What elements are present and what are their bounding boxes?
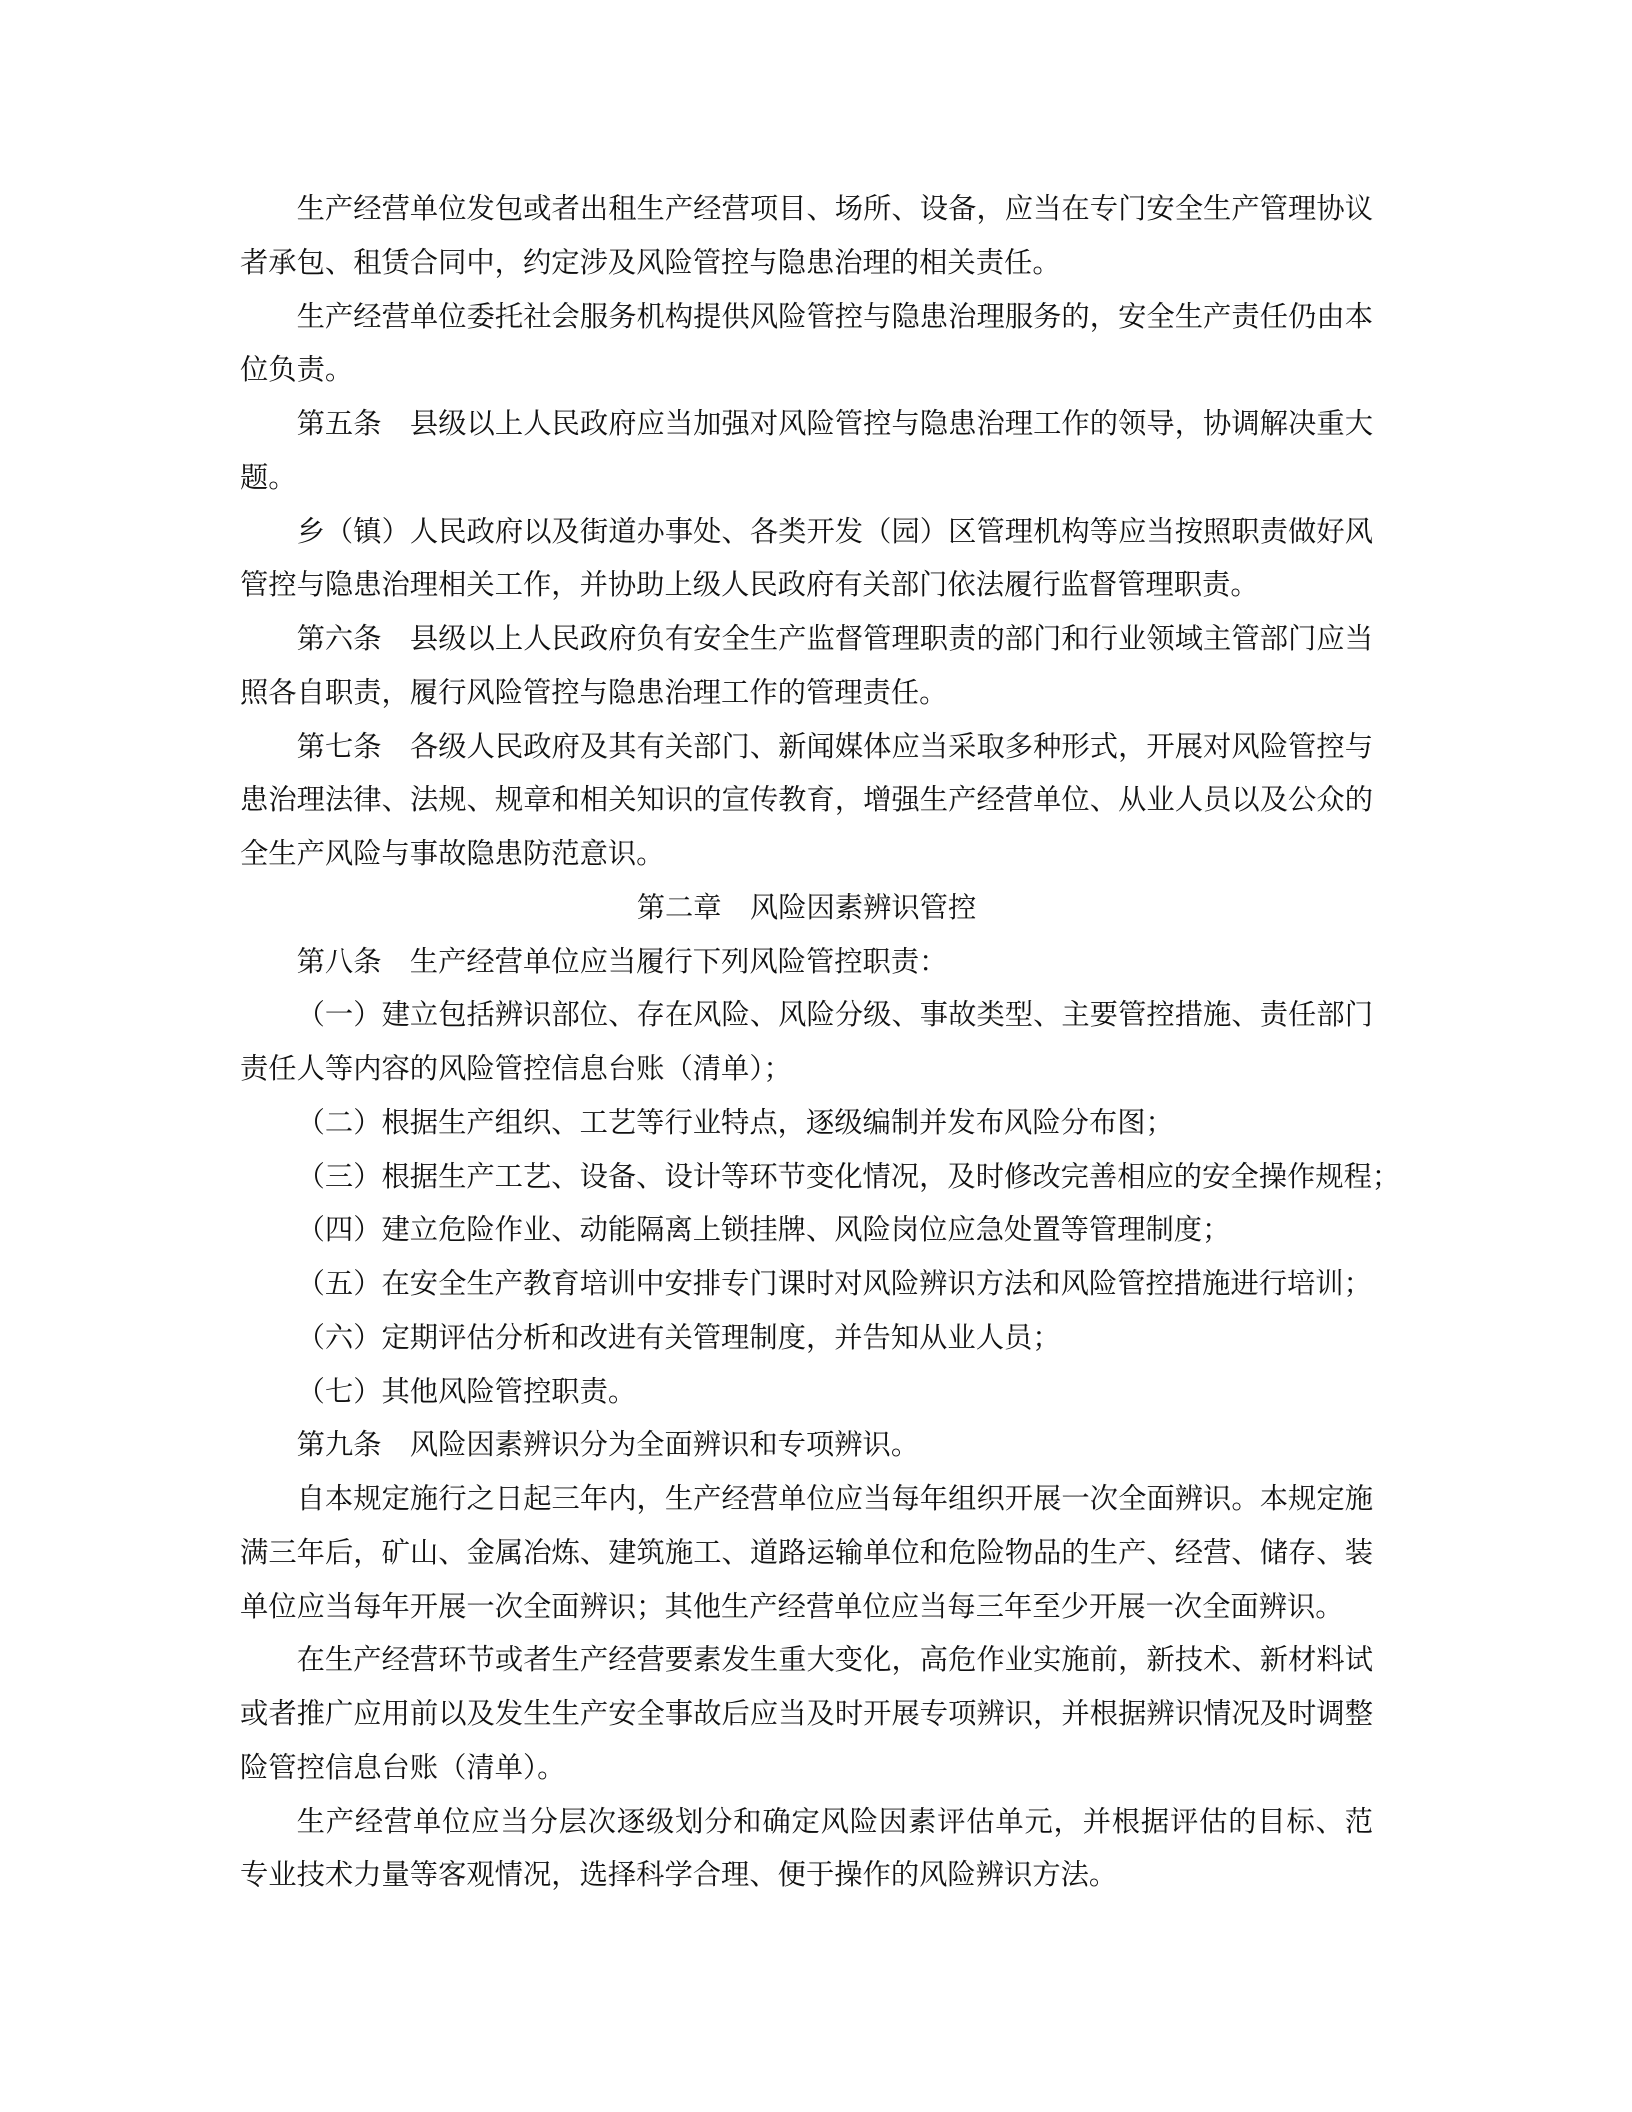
- list-item: [240, 1257, 1373, 1311]
- text-line: （二）根据生产组织、工艺等行业特点，逐级编制并发布风险分布图；: [296, 1105, 1174, 1139]
- text-line: （四）建立危险作业、动能隔离上锁挂牌、风险岗位应急处置等管理制度；: [296, 1213, 1231, 1247]
- text-line: 题。: [240, 460, 297, 494]
- paragraph: [240, 1795, 1373, 1903]
- text-line: 生产经营单位应当分层次逐级划分和确定风险因素评估单元，并根据评估的目标、范: [296, 1804, 1373, 1838]
- article-paragraph: [240, 1418, 1373, 1472]
- paragraph: [240, 505, 1373, 613]
- text-line: 者承包、租赁合同中，约定涉及风险管控与隐患治理的相关责任。: [240, 245, 1061, 279]
- text-line: 管控与隐患治理相关工作，并协助上级人民政府有关部门依法履行监督管理职责。: [240, 568, 1259, 602]
- document-page: [240, 182, 1401, 1902]
- article-paragraph: [240, 612, 1373, 720]
- text-line: 第五条 县级以上人民政府应当加强对风险管控与隐患治理工作的领导，协调解决重大: [296, 407, 1373, 440]
- article-paragraph: [240, 935, 1373, 989]
- list-item: [240, 1096, 1373, 1150]
- text-line: （七）其他风险管控职责。: [296, 1374, 637, 1408]
- text-line: 责任人等内容的风险管控信息台账（清单）；: [240, 1052, 792, 1085]
- text-line: （六）定期评估分析和改进有关管理制度，并告知从业人员；: [296, 1320, 1061, 1354]
- list-item: [240, 1311, 1373, 1365]
- text-line: 险管控信息台账（清单）。: [240, 1750, 566, 1784]
- paragraph: [240, 290, 1373, 398]
- text-line: 乡（镇）人民政府以及街道办事处、各类开发（园）区管理机构等应当按照职责做好风: [296, 514, 1373, 548]
- paragraph: [240, 1633, 1373, 1794]
- text-line: 全生产风险与事故隐患防范意识。: [240, 837, 665, 870]
- text-line: 第六条 县级以上人民政府负有安全生产监督管理职责的部门和行业领域主管部门应当: [296, 622, 1373, 655]
- text-line: 第九条 风险因素辨识分为全面辨识和专项辨识。: [296, 1428, 920, 1462]
- text-line: 第八条 生产经营单位应当履行下列风险管控职责：: [296, 944, 948, 978]
- text-line: 或者推广应用前以及发生生产安全事故后应当及时开展专项辨识，并根据辨识情况及时调整: [240, 1697, 1373, 1730]
- text-line: 专业技术力量等客观情况，选择科学合理、便于操作的风险辨识方法。: [240, 1858, 1118, 1892]
- text-line: 照各自职责，履行风险管控与隐患治理工作的管理责任。: [240, 675, 948, 709]
- chapter-heading: [240, 881, 1373, 935]
- text-line: （三）根据生产工艺、设备、设计等环节变化情况，及时修改完善相应的安全操作规程；: [296, 1159, 1401, 1193]
- list-item: [240, 1203, 1373, 1257]
- text-line: 生产经营单位发包或者出租生产经营项目、场所、设备，应当在专门安全生产管理协议: [296, 192, 1373, 225]
- paragraph: [240, 1472, 1373, 1633]
- text-line: 第七条 各级人民政府及其有关部门、新闻媒体应当采取多种形式，开展对风险管控与: [296, 729, 1373, 763]
- text-line: 位负责。: [240, 353, 354, 387]
- article-paragraph: [240, 397, 1373, 505]
- text-line: 单位应当每年开展一次全面辨识；其他生产经营单位应当每三年至少开展一次全面辨识。: [240, 1589, 1344, 1623]
- text-line: （一）建立包括辨识部位、存在风险、风险分级、事故类型、主要管控措施、责任部门: [296, 998, 1373, 1032]
- text-line: 在生产经营环节或者生产经营要素发生重大变化，高危作业实施前，新技术、新材料试: [296, 1643, 1373, 1677]
- text-line: 生产经营单位委托社会服务机构提供风险管控与隐患治理服务的，安全生产责任仍由本: [296, 299, 1373, 333]
- text-line: 满三年后，矿山、金属冶炼、建筑施工、道路运输单位和危险物品的生产、经营、储存、装: [240, 1535, 1373, 1569]
- list-item: [240, 988, 1373, 1096]
- text-line: 第二章 风险因素辨识管控: [636, 890, 977, 924]
- text-line: 患治理法律、法规、规章和相关知识的宣传教育，增强生产经营单位、从业人员以及公众的: [240, 783, 1373, 817]
- text-line: （五）在安全生产教育培训中安排专门课时对风险辨识方法和风险管控措施进行培训；: [296, 1267, 1372, 1300]
- article-paragraph: [240, 720, 1373, 881]
- list-item: [240, 1365, 1373, 1419]
- text-line: 自本规定施行之日起三年内，生产经营单位应当每年组织开展一次全面辨识。本规定施: [296, 1482, 1373, 1515]
- list-item: [240, 1150, 1401, 1204]
- paragraph: [240, 182, 1373, 290]
